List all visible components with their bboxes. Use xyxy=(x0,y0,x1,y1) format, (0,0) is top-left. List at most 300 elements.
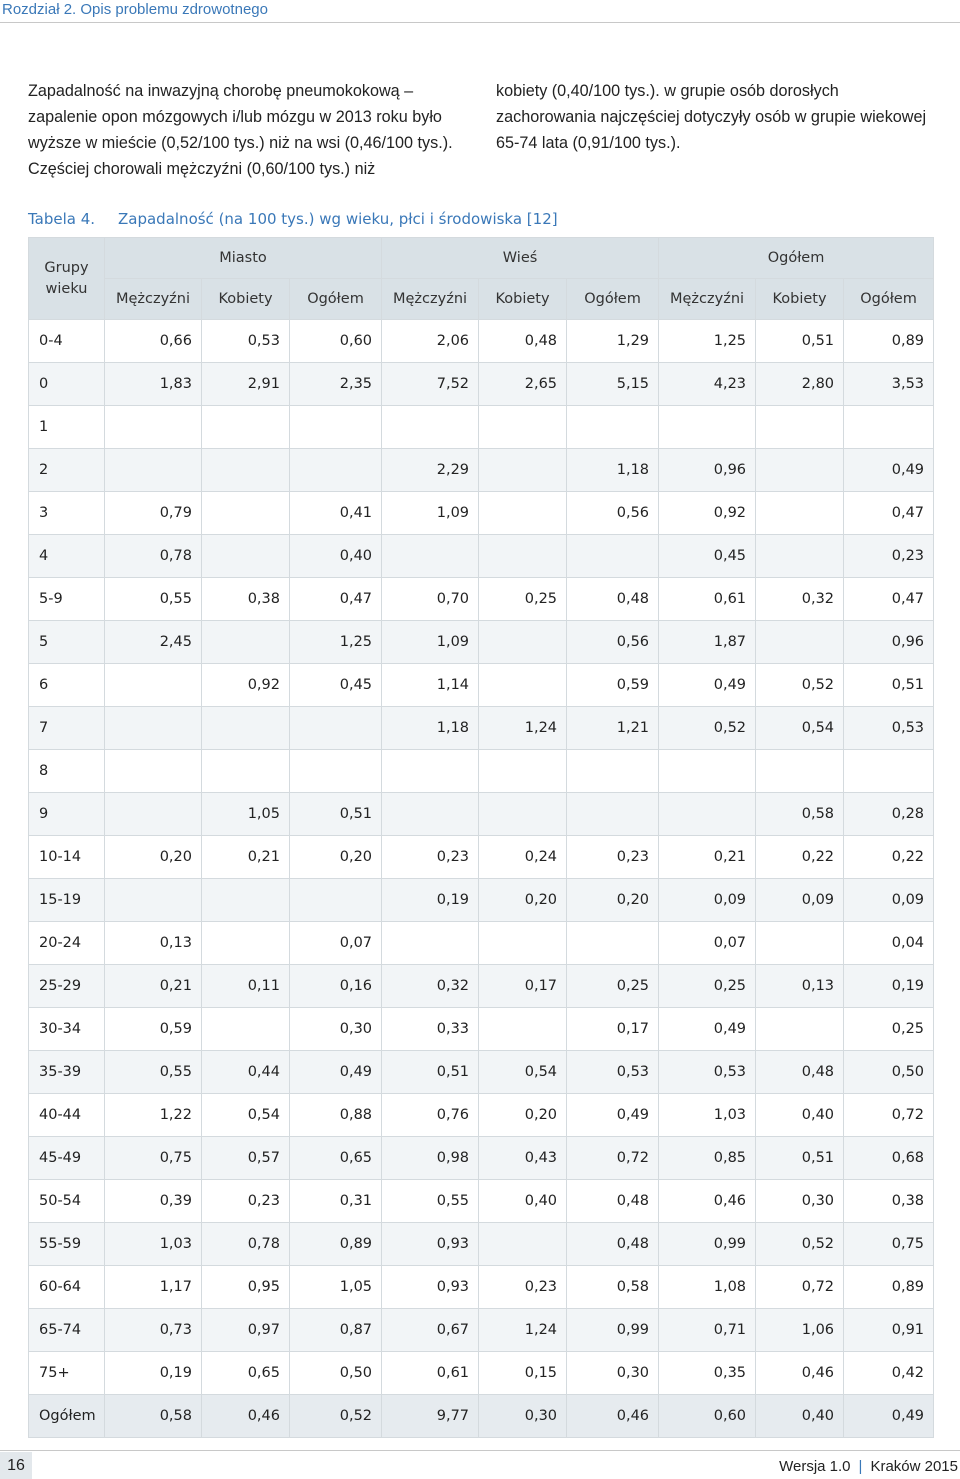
value-cell: 0,25 xyxy=(567,965,659,1008)
value-cell: 0,46 xyxy=(756,1352,844,1395)
value-cell: 0,38 xyxy=(844,1180,934,1223)
age-group-cell: 75+ xyxy=(29,1352,105,1395)
value-cell xyxy=(202,535,290,578)
subheader-total: Ogółem xyxy=(567,279,659,320)
value-cell: 0,99 xyxy=(567,1309,659,1352)
age-group-header: Grupy wieku xyxy=(29,238,105,320)
value-cell: 0,68 xyxy=(844,1137,934,1180)
table-row xyxy=(29,1223,934,1266)
value-cell xyxy=(479,793,567,836)
value-cell: 0,19 xyxy=(105,1352,202,1395)
value-cell: 0,70 xyxy=(382,578,479,621)
value-cell xyxy=(844,750,934,793)
value-cell: 0,55 xyxy=(105,578,202,621)
value-cell xyxy=(290,406,382,449)
value-cell: 0,75 xyxy=(844,1223,934,1266)
value-cell: 0,92 xyxy=(659,492,756,535)
value-cell: 0,89 xyxy=(844,320,934,363)
value-cell: 0,60 xyxy=(659,1395,756,1438)
value-cell xyxy=(202,750,290,793)
subheader-total: Ogółem xyxy=(844,279,934,320)
value-cell xyxy=(659,793,756,836)
value-cell xyxy=(382,922,479,965)
value-cell: 0,19 xyxy=(844,965,934,1008)
value-cell: 0,23 xyxy=(382,836,479,879)
value-cell: 0,31 xyxy=(290,1180,382,1223)
value-cell: 0,61 xyxy=(659,578,756,621)
table-row xyxy=(29,1137,934,1180)
group-header-village: Wieś xyxy=(382,238,659,279)
value-cell: 0,38 xyxy=(202,578,290,621)
value-cell: 0,66 xyxy=(105,320,202,363)
value-cell: 0,33 xyxy=(382,1008,479,1051)
footer-separator: | xyxy=(858,1458,863,1475)
header-divider xyxy=(0,22,960,23)
value-cell: 0,15 xyxy=(479,1352,567,1395)
intro-right-text: kobiety (0,40/100 tys.). w grupie osób dorosłych zachorowania najczęściej dotyczyły osób w grupie wiekowej 65-74 lata (0,91/100 tys.). xyxy=(496,82,927,152)
value-cell: 0,51 xyxy=(290,793,382,836)
value-cell: 1,18 xyxy=(382,707,479,750)
value-cell: 0,21 xyxy=(202,836,290,879)
value-cell: 0,48 xyxy=(756,1051,844,1094)
value-cell xyxy=(202,406,290,449)
value-cell: 0,58 xyxy=(756,793,844,836)
value-cell: 0,49 xyxy=(844,1395,934,1438)
value-cell: 0,58 xyxy=(567,1266,659,1309)
table-row xyxy=(29,879,934,922)
value-cell: 2,06 xyxy=(382,320,479,363)
value-cell: 0,42 xyxy=(844,1352,934,1395)
value-cell: 0,51 xyxy=(756,1137,844,1180)
value-cell: 0,71 xyxy=(659,1309,756,1352)
value-cell: 0,09 xyxy=(659,879,756,922)
value-cell: 0,49 xyxy=(290,1051,382,1094)
age-group-cell: 50-54 xyxy=(29,1180,105,1223)
value-cell: 0,13 xyxy=(105,922,202,965)
table-row xyxy=(29,1051,934,1094)
age-group-cell: 15-19 xyxy=(29,879,105,922)
value-cell: 0,96 xyxy=(844,621,934,664)
table-row xyxy=(29,1352,934,1395)
value-cell: 1,25 xyxy=(290,621,382,664)
group-header-city: Miasto xyxy=(105,238,382,279)
value-cell: 0,61 xyxy=(382,1352,479,1395)
age-group-cell: 30-34 xyxy=(29,1008,105,1051)
value-cell: 0,55 xyxy=(105,1051,202,1094)
value-cell xyxy=(105,664,202,707)
value-cell: 0,11 xyxy=(202,965,290,1008)
value-cell: 2,35 xyxy=(290,363,382,406)
table-row xyxy=(29,1180,934,1223)
intro-right-column xyxy=(496,78,936,156)
value-cell: 0,72 xyxy=(756,1266,844,1309)
value-cell xyxy=(756,535,844,578)
value-cell: 0,21 xyxy=(659,836,756,879)
footer-version: Wersja 1.0 xyxy=(779,1458,851,1475)
table-row xyxy=(29,1094,934,1137)
value-cell xyxy=(567,750,659,793)
value-cell: 0,17 xyxy=(479,965,567,1008)
table-row xyxy=(29,1395,934,1438)
value-cell: 0,50 xyxy=(290,1352,382,1395)
value-cell: 0,95 xyxy=(202,1266,290,1309)
value-cell: 0,51 xyxy=(756,320,844,363)
value-cell: 1,25 xyxy=(659,320,756,363)
value-cell: 1,87 xyxy=(659,621,756,664)
value-cell: 2,80 xyxy=(756,363,844,406)
table-caption xyxy=(28,210,558,228)
value-cell: 0,48 xyxy=(479,320,567,363)
value-cell xyxy=(844,406,934,449)
age-group-cell: 20-24 xyxy=(29,922,105,965)
value-cell: 0,09 xyxy=(756,879,844,922)
value-cell: 0,30 xyxy=(567,1352,659,1395)
value-cell: 0,52 xyxy=(756,1223,844,1266)
value-cell: 0,16 xyxy=(290,965,382,1008)
value-cell xyxy=(479,750,567,793)
value-cell: 0,20 xyxy=(479,879,567,922)
value-cell: 0,23 xyxy=(479,1266,567,1309)
value-cell: 0,73 xyxy=(105,1309,202,1352)
table-row xyxy=(29,406,934,449)
age-group-cell: 7 xyxy=(29,707,105,750)
value-cell xyxy=(105,793,202,836)
value-cell xyxy=(567,793,659,836)
value-cell: 0,49 xyxy=(567,1094,659,1137)
value-cell xyxy=(659,406,756,449)
table-row xyxy=(29,1008,934,1051)
age-group-cell: 55-59 xyxy=(29,1223,105,1266)
age-group-cell: 65-74 xyxy=(29,1309,105,1352)
table-row xyxy=(29,535,934,578)
value-cell: 0,25 xyxy=(659,965,756,1008)
value-cell: 0,46 xyxy=(202,1395,290,1438)
age-group-cell: 0 xyxy=(29,363,105,406)
running-title: Rozdział 2. Opis problemu zdrowotnego xyxy=(2,1,268,18)
value-cell: 1,08 xyxy=(659,1266,756,1309)
value-cell: 0,53 xyxy=(844,707,934,750)
value-cell xyxy=(479,492,567,535)
value-cell: 0,65 xyxy=(202,1352,290,1395)
age-group-cell: 1 xyxy=(29,406,105,449)
value-cell: 0,56 xyxy=(567,492,659,535)
value-cell: 0,54 xyxy=(756,707,844,750)
value-cell: 0,67 xyxy=(382,1309,479,1352)
value-cell: 0,97 xyxy=(202,1309,290,1352)
intro-left-text: Zapadalność na inwazyjną chorobę pneumokokową – zapalenie opon mózgowych i/lub mózgu w 2013 roku było wyższe w mieście (0,52/100 tys.) niż na wsi (0,46/100 tys.). Częściej chorowali mężczyźni (0,60/100 tys.) niż xyxy=(28,82,453,178)
subheader-men: Mężczyźni xyxy=(659,279,756,320)
age-group-cell: 0-4 xyxy=(29,320,105,363)
table-row xyxy=(29,320,934,363)
value-cell: 0,78 xyxy=(105,535,202,578)
value-cell: 1,05 xyxy=(290,1266,382,1309)
value-cell: 0,07 xyxy=(659,922,756,965)
value-cell: 0,60 xyxy=(290,320,382,363)
value-cell: 0,49 xyxy=(659,1008,756,1051)
value-cell: 0,53 xyxy=(567,1051,659,1094)
value-cell xyxy=(567,535,659,578)
value-cell xyxy=(105,406,202,449)
value-cell xyxy=(567,406,659,449)
value-cell: 0,99 xyxy=(659,1223,756,1266)
value-cell xyxy=(382,406,479,449)
value-cell xyxy=(290,750,382,793)
value-cell xyxy=(479,1223,567,1266)
value-cell: 1,24 xyxy=(479,707,567,750)
table-row xyxy=(29,449,934,492)
subheader-women: Kobiety xyxy=(202,279,290,320)
table-row xyxy=(29,750,934,793)
value-cell: 9,77 xyxy=(382,1395,479,1438)
value-cell: 1,83 xyxy=(105,363,202,406)
value-cell: 0,04 xyxy=(844,922,934,965)
value-cell: 2,65 xyxy=(479,363,567,406)
age-group-cell: 40-44 xyxy=(29,1094,105,1137)
incidence-table xyxy=(28,237,934,1438)
value-cell xyxy=(105,879,202,922)
value-cell xyxy=(567,922,659,965)
value-cell xyxy=(756,406,844,449)
value-cell: 0,46 xyxy=(567,1395,659,1438)
value-cell xyxy=(479,1008,567,1051)
value-cell: 1,05 xyxy=(202,793,290,836)
value-cell xyxy=(382,535,479,578)
value-cell: 2,45 xyxy=(105,621,202,664)
value-cell: 0,89 xyxy=(290,1223,382,1266)
subheader-men: Mężczyźni xyxy=(382,279,479,320)
group-header-total: Ogółem xyxy=(659,238,934,279)
value-cell xyxy=(479,449,567,492)
value-cell: 0,40 xyxy=(756,1094,844,1137)
value-cell xyxy=(105,707,202,750)
value-cell: 1,03 xyxy=(105,1223,202,1266)
value-cell xyxy=(382,793,479,836)
value-cell: 0,23 xyxy=(567,836,659,879)
value-cell: 0,45 xyxy=(659,535,756,578)
value-cell xyxy=(202,621,290,664)
value-cell: 0,51 xyxy=(844,664,934,707)
value-cell: 1,09 xyxy=(382,492,479,535)
value-cell xyxy=(479,922,567,965)
value-cell: 0,57 xyxy=(202,1137,290,1180)
age-group-cell: 3 xyxy=(29,492,105,535)
value-cell: 0,39 xyxy=(105,1180,202,1223)
age-group-cell: Ogółem xyxy=(29,1395,105,1438)
value-cell: 0,40 xyxy=(479,1180,567,1223)
value-cell: 0,13 xyxy=(756,965,844,1008)
value-cell: 0,96 xyxy=(659,449,756,492)
value-cell: 0,79 xyxy=(105,492,202,535)
value-cell: 0,52 xyxy=(659,707,756,750)
value-cell: 0,72 xyxy=(567,1137,659,1180)
value-cell: 0,21 xyxy=(105,965,202,1008)
value-cell: 2,29 xyxy=(382,449,479,492)
value-cell: 5,15 xyxy=(567,363,659,406)
table-caption-label: Tabela 4. xyxy=(28,210,96,228)
value-cell: 0,32 xyxy=(756,578,844,621)
subheader-men: Mężczyźni xyxy=(105,279,202,320)
value-cell: 1,09 xyxy=(382,621,479,664)
value-cell: 1,21 xyxy=(567,707,659,750)
table-row xyxy=(29,363,934,406)
value-cell: 0,32 xyxy=(382,965,479,1008)
value-cell: 0,89 xyxy=(844,1266,934,1309)
value-cell: 0,92 xyxy=(202,664,290,707)
value-cell: 0,24 xyxy=(479,836,567,879)
value-cell: 1,24 xyxy=(479,1309,567,1352)
value-cell: 0,47 xyxy=(290,578,382,621)
value-cell: 0,88 xyxy=(290,1094,382,1137)
table-row xyxy=(29,707,934,750)
value-cell: 0,49 xyxy=(659,664,756,707)
value-cell: 0,30 xyxy=(290,1008,382,1051)
value-cell: 0,48 xyxy=(567,1223,659,1266)
age-group-cell: 35-39 xyxy=(29,1051,105,1094)
age-group-cell: 6 xyxy=(29,664,105,707)
table-body xyxy=(29,320,934,1438)
table-row xyxy=(29,1266,934,1309)
value-cell: 0,98 xyxy=(382,1137,479,1180)
value-cell: 0,35 xyxy=(659,1352,756,1395)
value-cell: 0,28 xyxy=(844,793,934,836)
age-group-cell: 4 xyxy=(29,535,105,578)
age-group-cell: 8 xyxy=(29,750,105,793)
value-cell xyxy=(290,449,382,492)
value-cell xyxy=(202,492,290,535)
value-cell xyxy=(382,750,479,793)
value-cell xyxy=(202,707,290,750)
table-row xyxy=(29,793,934,836)
age-group-cell: 25-29 xyxy=(29,965,105,1008)
value-cell: 0,40 xyxy=(756,1395,844,1438)
value-cell: 0,22 xyxy=(844,836,934,879)
age-group-cell: 45-49 xyxy=(29,1137,105,1180)
subheader-total: Ogółem xyxy=(290,279,382,320)
value-cell xyxy=(659,750,756,793)
value-cell: 0,47 xyxy=(844,578,934,621)
table-row xyxy=(29,621,934,664)
subheader-women: Kobiety xyxy=(756,279,844,320)
value-cell: 0,20 xyxy=(290,836,382,879)
value-cell: 0,59 xyxy=(105,1008,202,1051)
value-cell xyxy=(756,492,844,535)
value-cell: 0,19 xyxy=(382,879,479,922)
age-group-cell: 10-14 xyxy=(29,836,105,879)
footer-info xyxy=(779,1458,958,1475)
value-cell xyxy=(202,449,290,492)
age-group-cell: 5 xyxy=(29,621,105,664)
value-cell xyxy=(756,1008,844,1051)
value-cell: 0,23 xyxy=(844,535,934,578)
table-row xyxy=(29,965,934,1008)
value-cell: 0,54 xyxy=(202,1094,290,1137)
value-cell: 0,55 xyxy=(382,1180,479,1223)
value-cell xyxy=(202,879,290,922)
value-cell: 0,93 xyxy=(382,1223,479,1266)
value-cell: 0,76 xyxy=(382,1094,479,1137)
value-cell: 1,17 xyxy=(105,1266,202,1309)
value-cell: 1,29 xyxy=(567,320,659,363)
value-cell: 0,25 xyxy=(844,1008,934,1051)
value-cell: 0,17 xyxy=(567,1008,659,1051)
table-row xyxy=(29,578,934,621)
value-cell xyxy=(290,879,382,922)
value-cell: 0,20 xyxy=(567,879,659,922)
value-cell: 0,44 xyxy=(202,1051,290,1094)
value-cell: 1,03 xyxy=(659,1094,756,1137)
value-cell: 0,91 xyxy=(844,1309,934,1352)
value-cell: 0,40 xyxy=(290,535,382,578)
value-cell: 1,18 xyxy=(567,449,659,492)
value-cell: 0,52 xyxy=(756,664,844,707)
value-cell xyxy=(202,922,290,965)
value-cell: 1,22 xyxy=(105,1094,202,1137)
footer-place-year: Kraków 2015 xyxy=(870,1458,958,1475)
value-cell: 0,09 xyxy=(844,879,934,922)
value-cell xyxy=(479,535,567,578)
value-cell: 1,14 xyxy=(382,664,479,707)
subheader-women: Kobiety xyxy=(479,279,567,320)
value-cell: 0,87 xyxy=(290,1309,382,1352)
table-row xyxy=(29,922,934,965)
value-cell: 0,72 xyxy=(844,1094,934,1137)
value-cell: 0,47 xyxy=(844,492,934,535)
value-cell: 0,65 xyxy=(290,1137,382,1180)
value-cell: 0,78 xyxy=(202,1223,290,1266)
table-caption-text: Zapadalność (na 100 tys.) wg wieku, płci i środowiska [12] xyxy=(118,210,558,228)
age-group-cell: 2 xyxy=(29,449,105,492)
age-group-cell: 60-64 xyxy=(29,1266,105,1309)
value-cell: 0,93 xyxy=(382,1266,479,1309)
value-cell xyxy=(290,707,382,750)
value-cell xyxy=(202,1008,290,1051)
footer-divider xyxy=(0,1450,960,1451)
value-cell: 0,56 xyxy=(567,621,659,664)
value-cell: 0,20 xyxy=(105,836,202,879)
value-cell: 0,85 xyxy=(659,1137,756,1180)
value-cell: 0,25 xyxy=(479,578,567,621)
value-cell: 7,52 xyxy=(382,363,479,406)
value-cell: 1,06 xyxy=(756,1309,844,1352)
value-cell: 0,30 xyxy=(479,1395,567,1438)
value-cell: 0,22 xyxy=(756,836,844,879)
value-cell: 0,20 xyxy=(479,1094,567,1137)
page-number: 16 xyxy=(0,1452,32,1479)
value-cell: 0,53 xyxy=(659,1051,756,1094)
table-row xyxy=(29,836,934,879)
table-row xyxy=(29,492,934,535)
value-cell xyxy=(479,621,567,664)
value-cell: 2,91 xyxy=(202,363,290,406)
value-cell: 0,59 xyxy=(567,664,659,707)
age-group-cell: 5-9 xyxy=(29,578,105,621)
value-cell xyxy=(479,664,567,707)
value-cell: 0,48 xyxy=(567,1180,659,1223)
value-cell: 0,23 xyxy=(202,1180,290,1223)
value-cell: 0,43 xyxy=(479,1137,567,1180)
value-cell: 0,45 xyxy=(290,664,382,707)
value-cell xyxy=(105,750,202,793)
table-row xyxy=(29,664,934,707)
value-cell: 0,54 xyxy=(479,1051,567,1094)
value-cell: 0,48 xyxy=(567,578,659,621)
intro-left-column xyxy=(28,78,478,182)
value-cell xyxy=(756,449,844,492)
value-cell xyxy=(105,449,202,492)
value-cell: 0,51 xyxy=(382,1051,479,1094)
value-cell: 0,49 xyxy=(844,449,934,492)
value-cell: 0,53 xyxy=(202,320,290,363)
